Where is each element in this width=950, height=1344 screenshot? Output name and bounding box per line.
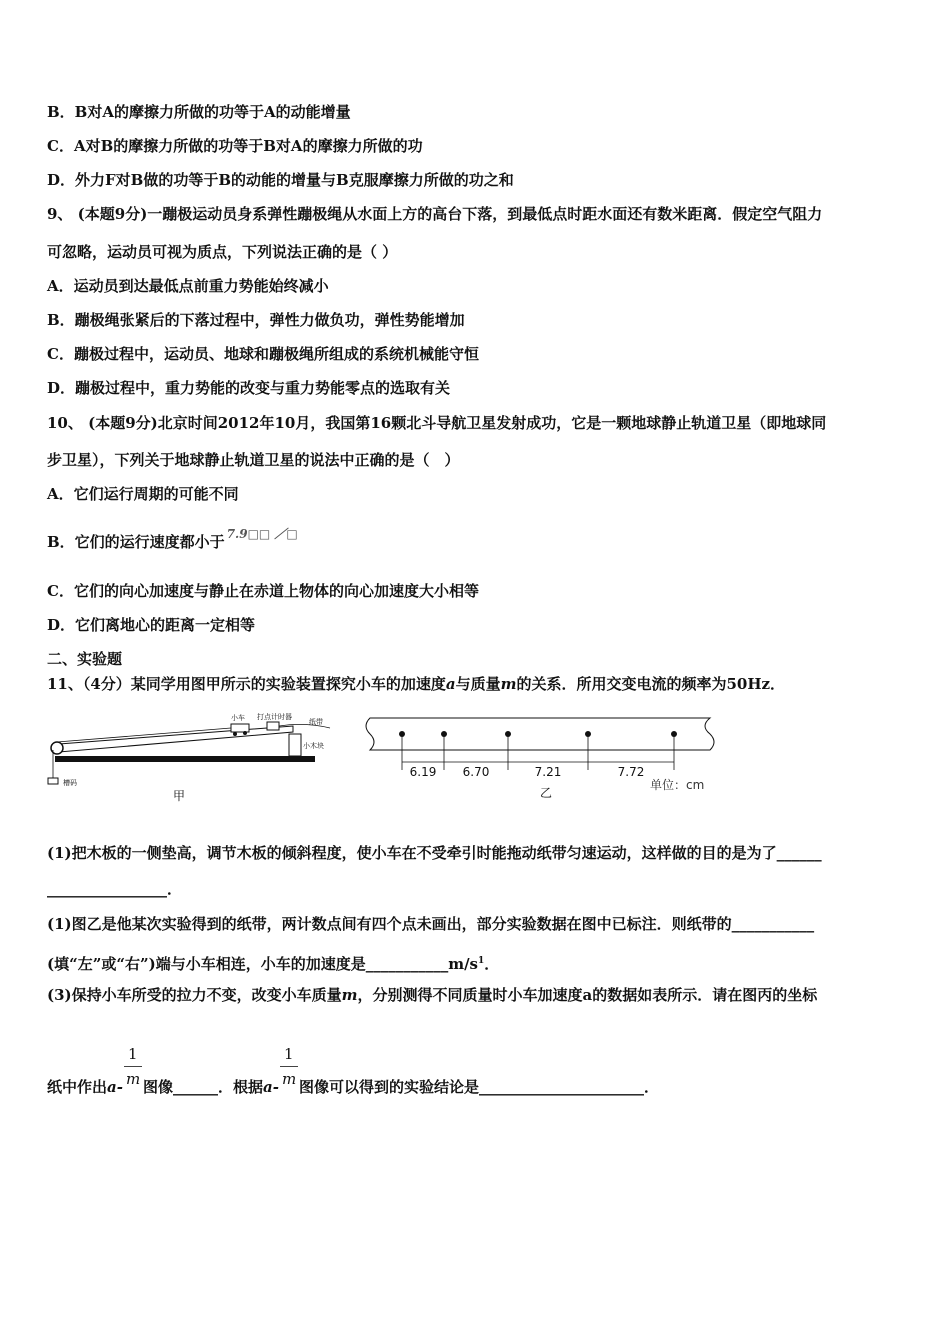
segment-length-label: 6.19	[409, 765, 437, 779]
unit-label: 单位：cm	[650, 778, 705, 792]
q8-option-b: B．B对A的摩擦力所做的功等于A的动能增量	[47, 103, 351, 121]
q11-part3-a2: a-	[262, 1078, 279, 1096]
label-block: 小木块	[303, 742, 324, 750]
caption-yi: 乙	[540, 786, 553, 800]
q11-stem-text: 11、（4分）某同学用图甲所示的实验装置探究小车的加速度	[47, 675, 446, 693]
cart	[231, 724, 249, 732]
label-tape: 纸带	[309, 718, 323, 726]
q11-part2-line2	[47, 951, 499, 974]
cart-wheel	[233, 732, 237, 736]
fraction-bar	[124, 1066, 142, 1067]
fraction-one-over-m	[279, 1045, 299, 1092]
q9-option-b: B．蹦极绳张紧后的下落过程中，弹性力做负功，弹性势能增加	[47, 311, 465, 329]
q10-stem-line2: 步卫星），下列关于地球静止轨道卫星的说法中正确的是（ ）	[47, 451, 460, 469]
q10-option-b-formula: 7.9□□ ／□	[226, 527, 298, 541]
fraction-numerator: 1	[127, 1045, 138, 1063]
q11-part3-a1: a-	[107, 1078, 123, 1096]
cart-wheel	[243, 731, 247, 735]
q8-option-c: C．A对B的摩擦力所做的功等于B对A的摩擦力所做的功	[47, 137, 423, 155]
q10-option-b	[47, 527, 298, 553]
segment-length-label: 7.72	[617, 765, 645, 779]
q11-stem-end: 的关系．所用交变电流的频率为50Hz．	[516, 675, 786, 693]
segment-length-label: 6.70	[462, 765, 490, 779]
figure-paper-tape	[360, 712, 720, 802]
q11-stem	[47, 674, 785, 694]
fraction-numerator: 1	[283, 1045, 294, 1063]
q11-part3-line1	[47, 985, 817, 1005]
label-timer: 打点计时器	[257, 713, 292, 721]
q9-option-c: C．蹦极过程中，运动员、地球和蹦极绳所组成的系统机械能守恒	[47, 345, 479, 363]
q11-part3-l2a: 纸中作出	[47, 1078, 108, 1096]
table-surface	[55, 756, 315, 762]
q11-stem-m: m	[500, 675, 517, 693]
q9-option-d: D．蹦极过程中，重力势能的改变与重力势能零点的选取有关	[47, 379, 451, 397]
fraction-denominator: m	[281, 1070, 297, 1088]
segment-length-label: 7.21	[534, 765, 562, 779]
q11-part1-line1: (1)把木板的一侧垫高，调节木板的倾斜程度，使小车在不受牵引时能拖动纸带匀速运动，这样做的目的是为了______	[47, 844, 822, 862]
q11-part2-end: ．	[484, 955, 500, 973]
hanging-weight	[48, 778, 58, 784]
q9-stem-line2: 可忽略，运动员可视为质点，下列说法正确的是（ ）	[47, 243, 398, 261]
q9-stem-line1: 9、 (本题9分)一蹦极运动员身系弹性蹦极绳从水面上方的高台下落，到最低点时距水面还有数米距离．假定空气阻力	[47, 205, 823, 223]
q11-part1-line2: ________________．	[47, 880, 183, 898]
wedge-block	[289, 734, 301, 756]
fraction-bar	[280, 1066, 298, 1067]
label-weight: 槽码	[63, 779, 77, 787]
tape-outline	[366, 718, 714, 750]
q11-part3-text: (3)保持小车所受的拉力不变，改变小车质量	[47, 986, 342, 1004]
q10-stem-line1: 10、 (本题9分)北京时间2012年10月，我国第16颗北斗导航卫星发射成功，它是一颗地球静止轨道卫星（即地球同	[47, 414, 827, 432]
q11-stem-a: a	[445, 675, 456, 693]
ticker-timer	[267, 722, 279, 730]
q11-part3-text-b: ，分别测得不同质量时小车加速度a的数据如表所示．请在图丙的坐标	[357, 986, 818, 1004]
section-title: 二、实验题	[47, 650, 123, 668]
q9-option-a: A．运动员到达最低点前重力势能始终减小	[47, 277, 329, 295]
q10-option-d: D．它们离地心的距离一定相等	[47, 616, 256, 634]
q11-stem-mid: 与质量	[455, 675, 501, 693]
caption-jia: 甲	[173, 789, 186, 803]
q11-part3-l2b: 图像______．根据	[142, 1078, 263, 1096]
label-car: 小车	[231, 714, 245, 722]
fraction-one-over-m	[123, 1045, 143, 1092]
tape-segments	[402, 762, 674, 779]
q11-part2-sup: 1	[478, 956, 485, 966]
figure-apparatus	[45, 708, 345, 808]
q11-part3-l2c: 图像可以得到的实验结论是______________________．	[298, 1078, 659, 1096]
q10-option-b-text: B．它们的运行速度都小于	[47, 533, 225, 551]
fraction-denominator: m	[125, 1070, 141, 1088]
q10-option-c: C．它们的向心加速度与静止在赤道上物体的向心加速度大小相等	[47, 582, 479, 600]
q8-option-d: D．外力F对B做的功等于B的动能的增量与B克服摩擦力所做的功之和	[47, 171, 514, 189]
q11-part3-m: m	[341, 986, 358, 1004]
q10-option-a: A．它们运行周期的可能不同	[47, 485, 239, 503]
q11-part2-text: (填“左”或“右”)端与小车相连，小车的加速度是___________m/s	[47, 955, 479, 973]
q11-part2-line1: (1)图乙是他某次实验得到的纸带，两计数点间有四个点未画出，部分实验数据在图中已标注．则纸带的___________	[47, 915, 815, 933]
q11-part3-line2	[47, 1045, 659, 1097]
